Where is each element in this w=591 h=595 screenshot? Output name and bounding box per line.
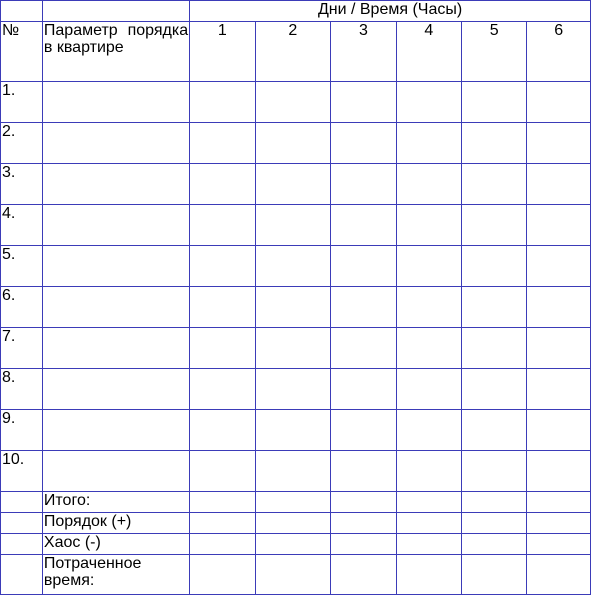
day-value-cell [527, 82, 591, 123]
day-header: 1 [190, 22, 255, 82]
day-value-cell [255, 555, 331, 595]
day-value-cell [255, 410, 331, 451]
day-header: 6 [527, 22, 591, 82]
row-number-cell: 10. [1, 451, 43, 492]
day-value-cell [190, 246, 255, 287]
day-header: 4 [396, 22, 461, 82]
parameter-cell [42, 287, 189, 328]
table-row [1, 205, 591, 246]
parameter-cell [42, 123, 189, 164]
day-value-cell [396, 205, 461, 246]
number-header: № [1, 22, 43, 82]
day-value-cell [396, 555, 461, 595]
day-value-cell [527, 123, 591, 164]
day-value-cell [190, 492, 255, 513]
row-number-cell: 8. [1, 369, 43, 410]
day-value-cell [396, 82, 461, 123]
row-number-cell: 3. [1, 164, 43, 205]
blank-corner-cell [1, 1, 43, 22]
day-value-cell [396, 492, 461, 513]
row-number-cell: 7. [1, 328, 43, 369]
day-value-cell [190, 369, 255, 410]
table-row [1, 123, 591, 164]
day-value-cell [462, 82, 527, 123]
table-row [1, 164, 591, 205]
row-number-cell [1, 534, 43, 555]
day-value-cell [527, 369, 591, 410]
day-value-cell [527, 328, 591, 369]
row-number-cell: 4. [1, 205, 43, 246]
summary-row [1, 513, 591, 534]
day-value-cell [331, 82, 396, 123]
day-value-cell [190, 205, 255, 246]
day-value-cell [255, 123, 331, 164]
day-value-cell [331, 451, 396, 492]
day-value-cell [255, 246, 331, 287]
parameter-header: Параметр порядка в квартире [42, 22, 189, 82]
row-number-cell: 6. [1, 287, 43, 328]
parameter-cell [42, 451, 189, 492]
row-number-cell [1, 513, 43, 534]
parameter-cell [42, 328, 189, 369]
table-row [1, 246, 591, 287]
day-value-cell [462, 369, 527, 410]
day-value-cell [190, 513, 255, 534]
day-value-cell [462, 205, 527, 246]
day-value-cell [396, 287, 461, 328]
day-value-cell [462, 328, 527, 369]
row-number-cell [1, 555, 43, 595]
day-value-cell [331, 534, 396, 555]
row-number-cell: 2. [1, 123, 43, 164]
day-value-cell [255, 164, 331, 205]
day-value-cell [462, 492, 527, 513]
blank-corner-cell [42, 1, 189, 22]
day-value-cell [527, 164, 591, 205]
day-value-cell [190, 287, 255, 328]
summary-row [1, 534, 591, 555]
row-number-cell: 9. [1, 410, 43, 451]
day-value-cell [255, 205, 331, 246]
day-value-cell [331, 287, 396, 328]
table-row [1, 287, 591, 328]
group-header-row [1, 1, 591, 22]
column-header-row [1, 22, 591, 82]
parameter-cell [42, 246, 189, 287]
day-value-cell [396, 369, 461, 410]
row-number-cell: 1. [1, 82, 43, 123]
day-value-cell [190, 451, 255, 492]
day-value-cell [527, 410, 591, 451]
day-value-cell [255, 287, 331, 328]
table-row [1, 328, 591, 369]
day-value-cell [462, 246, 527, 287]
day-value-cell [190, 555, 255, 595]
day-value-cell [190, 164, 255, 205]
day-value-cell [462, 410, 527, 451]
day-value-cell [331, 246, 396, 287]
day-value-cell [462, 513, 527, 534]
day-value-cell [255, 369, 331, 410]
parameter-cell [42, 205, 189, 246]
day-value-cell [190, 123, 255, 164]
day-value-cell [527, 555, 591, 595]
table-row [1, 410, 591, 451]
parameter-cell: Порядок (+) [42, 513, 189, 534]
day-value-cell [190, 82, 255, 123]
day-value-cell [462, 287, 527, 328]
day-value-cell [462, 534, 527, 555]
day-value-cell [331, 164, 396, 205]
day-value-cell [255, 492, 331, 513]
parameter-cell: Хаос (-) [42, 534, 189, 555]
parameter-cell [42, 369, 189, 410]
day-value-cell [527, 492, 591, 513]
day-value-cell [396, 164, 461, 205]
day-value-cell [331, 555, 396, 595]
summary-row [1, 492, 591, 513]
day-value-cell [396, 246, 461, 287]
day-value-cell [527, 451, 591, 492]
table-row [1, 451, 591, 492]
day-value-cell [527, 246, 591, 287]
day-value-cell [527, 205, 591, 246]
day-value-cell [331, 328, 396, 369]
day-value-cell [396, 451, 461, 492]
day-value-cell [396, 513, 461, 534]
parameter-cell [42, 82, 189, 123]
day-value-cell [331, 513, 396, 534]
day-header: 3 [331, 22, 396, 82]
row-number-cell [1, 492, 43, 513]
day-value-cell [527, 534, 591, 555]
table-row [1, 369, 591, 410]
day-value-cell [396, 123, 461, 164]
day-value-cell [190, 410, 255, 451]
day-value-cell [255, 451, 331, 492]
day-header: 5 [462, 22, 527, 82]
parameter-cell [42, 410, 189, 451]
day-value-cell [527, 287, 591, 328]
day-value-cell [462, 451, 527, 492]
day-value-cell [331, 123, 396, 164]
day-value-cell [462, 123, 527, 164]
day-value-cell [527, 513, 591, 534]
parameter-cell: Потраченное время: [42, 555, 189, 595]
day-value-cell [255, 513, 331, 534]
day-value-cell [331, 492, 396, 513]
day-value-cell [331, 205, 396, 246]
day-value-cell [255, 328, 331, 369]
day-value-cell [396, 410, 461, 451]
day-value-cell [396, 328, 461, 369]
table-row [1, 82, 591, 123]
day-value-cell [255, 82, 331, 123]
day-value-cell [190, 534, 255, 555]
day-value-cell [190, 328, 255, 369]
day-value-cell [462, 164, 527, 205]
days-time-header: Дни / Время (Часы) [190, 1, 591, 22]
summary-row [1, 555, 591, 595]
day-value-cell [331, 369, 396, 410]
parameter-cell: Итого: [42, 492, 189, 513]
parameter-cell [42, 164, 189, 205]
day-value-cell [255, 534, 331, 555]
day-value-cell [396, 534, 461, 555]
day-header: 2 [255, 22, 331, 82]
day-value-cell [462, 555, 527, 595]
day-value-cell [331, 410, 396, 451]
row-number-cell: 5. [1, 246, 43, 287]
